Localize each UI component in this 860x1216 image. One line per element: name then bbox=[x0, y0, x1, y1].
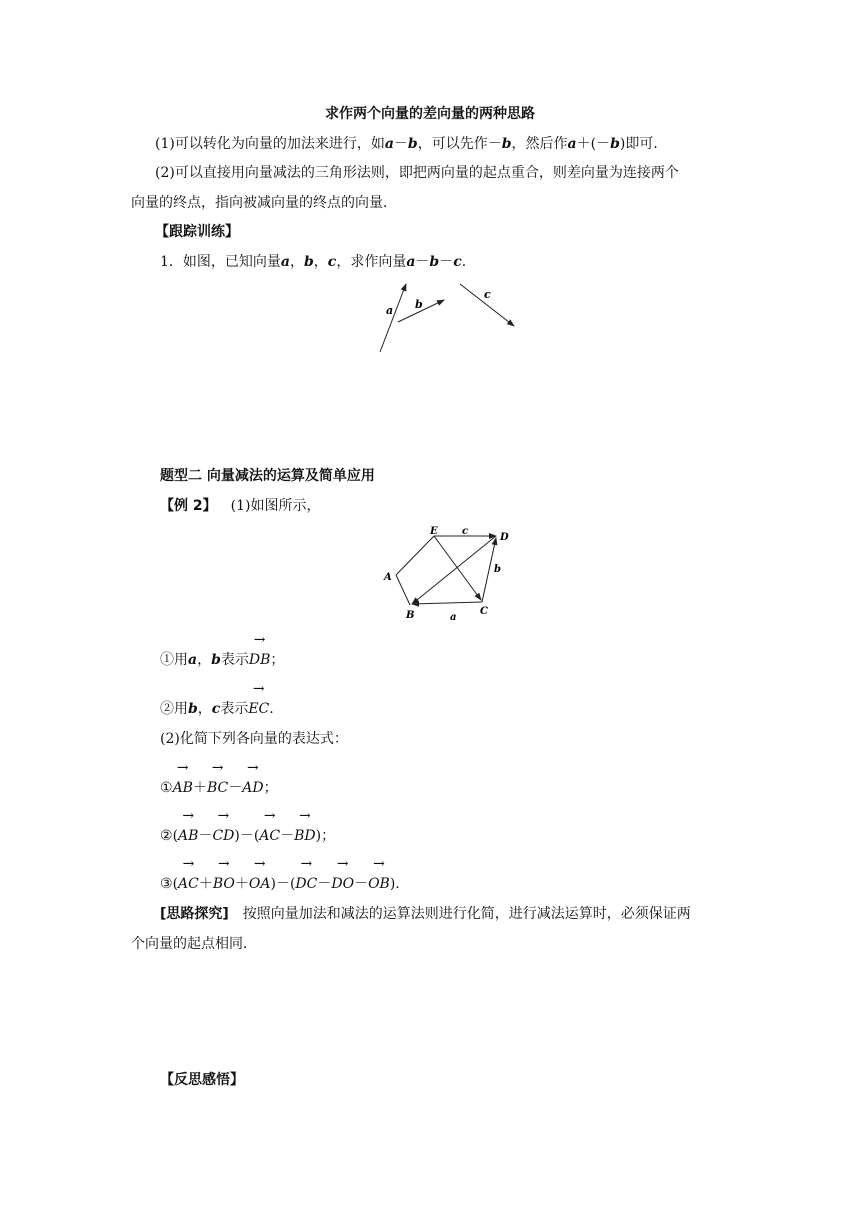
expression-3 bbox=[160, 874, 400, 894]
text: (1)可以转化为向量的加法来进行，如 bbox=[155, 136, 385, 152]
text: ( bbox=[172, 876, 179, 892]
example-label: 【例 2】 bbox=[160, 498, 217, 514]
vector-b: b bbox=[429, 254, 440, 270]
text: － bbox=[280, 828, 295, 844]
expression-1 bbox=[160, 778, 278, 798]
text: ①用 bbox=[160, 652, 188, 668]
vector-c-label: c bbox=[462, 526, 469, 537]
vector-b-label: b bbox=[415, 298, 423, 311]
example-2-part-2: (2)化简下列各向量的表达式： bbox=[160, 731, 348, 747]
hint-line-2: 个向量的起点相同． bbox=[131, 936, 257, 952]
text: － bbox=[439, 254, 454, 270]
vector-oa: → OA bbox=[249, 874, 271, 894]
point-b-label: B bbox=[406, 610, 415, 621]
vector-a-cb bbox=[412, 602, 482, 604]
vector-b: b bbox=[211, 652, 221, 668]
text: － bbox=[228, 780, 243, 796]
vector-ac: → AC bbox=[259, 826, 280, 846]
vector-db: → DB bbox=[249, 650, 271, 670]
point-a-label: A bbox=[384, 572, 392, 583]
point-c-label: C bbox=[480, 606, 488, 617]
vector-ac: → AC bbox=[178, 874, 199, 894]
vector-cd: → CD bbox=[212, 826, 234, 846]
vector-b: b bbox=[501, 136, 512, 152]
text: ； bbox=[270, 652, 285, 668]
vector-b: b bbox=[610, 136, 620, 152]
text: 表示 bbox=[220, 701, 249, 717]
text: 1．如图，已知向量 bbox=[160, 254, 281, 270]
text: ，求作向量 bbox=[336, 254, 407, 270]
example-2-intro bbox=[160, 496, 320, 516]
vector-b: b bbox=[304, 254, 314, 270]
vector-bc: → BC bbox=[207, 778, 228, 798]
text: ＋ bbox=[234, 876, 249, 892]
method-paragraph-2-line-1: (2)可以直接用向量减法的三角形法则，即把两向量的起点重合，则差向量为连接两个 bbox=[155, 165, 679, 181]
point-e-label: E bbox=[430, 526, 438, 537]
edge-ab bbox=[396, 575, 410, 605]
practice-heading: 【跟踪训练】 bbox=[155, 224, 239, 240]
practice-question-1 bbox=[160, 252, 466, 272]
vector-ad: → AD bbox=[242, 778, 263, 798]
vector-ob: → OB bbox=[368, 874, 390, 894]
vector-a: a bbox=[384, 136, 394, 152]
vector-bo: → BO bbox=[213, 874, 235, 894]
vector-ec: → EC bbox=[248, 699, 269, 719]
method-paragraph-1 bbox=[155, 134, 667, 154]
vector-bd: → BD bbox=[294, 826, 316, 846]
vector-b: b bbox=[407, 136, 418, 152]
text: ②用 bbox=[160, 701, 188, 717]
text: ). bbox=[389, 876, 400, 892]
vector-ab: → AB bbox=[173, 778, 193, 798]
reflection-heading: 【反思感悟】 bbox=[160, 1072, 244, 1088]
text: ， bbox=[197, 652, 212, 668]
vector-ab: → AB bbox=[178, 826, 198, 846]
text: ； bbox=[263, 780, 278, 796]
edge-ea bbox=[396, 536, 434, 575]
text: ，然后作 bbox=[511, 136, 568, 152]
point-d-label: D bbox=[500, 532, 509, 543]
text: ＋(－ bbox=[576, 136, 611, 152]
text: ① bbox=[160, 780, 173, 796]
vectors-figure bbox=[360, 278, 530, 358]
vector-c: c bbox=[211, 701, 221, 717]
text: )－( bbox=[270, 876, 296, 892]
vector-c-label: c bbox=[484, 288, 491, 301]
vector-a-arrow bbox=[380, 284, 406, 352]
text: ② bbox=[160, 828, 173, 844]
text: )即可． bbox=[619, 136, 668, 152]
vector-b: b bbox=[188, 701, 198, 717]
hint-line-1 bbox=[160, 904, 691, 924]
diagonal-ec bbox=[434, 536, 481, 600]
vector-a-label: a bbox=[450, 612, 457, 623]
text: － bbox=[317, 876, 332, 892]
text: (1)如图所示， bbox=[230, 498, 321, 514]
vector-b-label: b bbox=[494, 564, 501, 575]
text: ，可以先作－ bbox=[417, 136, 502, 152]
method-paragraph-2-line-2: 向量的终点，指向被减向量的终点的向量． bbox=[131, 195, 397, 211]
text: ， bbox=[290, 254, 304, 270]
expression-2 bbox=[160, 826, 335, 846]
section-2-heading: 题型二 向量减法的运算及简单应用 bbox=[160, 468, 375, 484]
vector-a: a bbox=[188, 652, 198, 668]
example-2-question-2 bbox=[160, 699, 274, 719]
example-2-question-1 bbox=[160, 650, 284, 670]
text: － bbox=[393, 136, 408, 152]
vector-do: → DO bbox=[331, 874, 354, 894]
vector-a: a bbox=[280, 254, 290, 270]
text: ( bbox=[172, 828, 179, 844]
text: . bbox=[461, 254, 467, 270]
vector-c: c bbox=[453, 254, 462, 270]
vector-dc: → DC bbox=[295, 874, 317, 894]
method-title: 求作两个向量的差向量的两种思路 bbox=[325, 106, 535, 122]
vector-a: a bbox=[406, 254, 416, 270]
vector-a: a bbox=[567, 136, 577, 152]
text: 表示 bbox=[220, 652, 249, 668]
vector-c: c bbox=[327, 254, 337, 270]
text: ， bbox=[313, 254, 328, 270]
hint-label: [思路探究] bbox=[160, 906, 229, 922]
text: ， bbox=[197, 701, 212, 717]
text: . bbox=[269, 701, 274, 717]
text: ③ bbox=[160, 876, 173, 892]
text: )； bbox=[315, 828, 336, 844]
vector-a-label: a bbox=[386, 304, 394, 317]
pentagon-figure bbox=[378, 522, 518, 626]
text: － bbox=[415, 254, 430, 270]
text: )－( bbox=[234, 828, 260, 844]
text: 按照向量加法和减法的运算法则进行化简，进行减法运算时，必须保证两 bbox=[242, 906, 691, 922]
text: － bbox=[354, 876, 369, 892]
text: ＋ bbox=[198, 876, 213, 892]
text: － bbox=[198, 828, 213, 844]
text: ＋ bbox=[192, 780, 207, 796]
